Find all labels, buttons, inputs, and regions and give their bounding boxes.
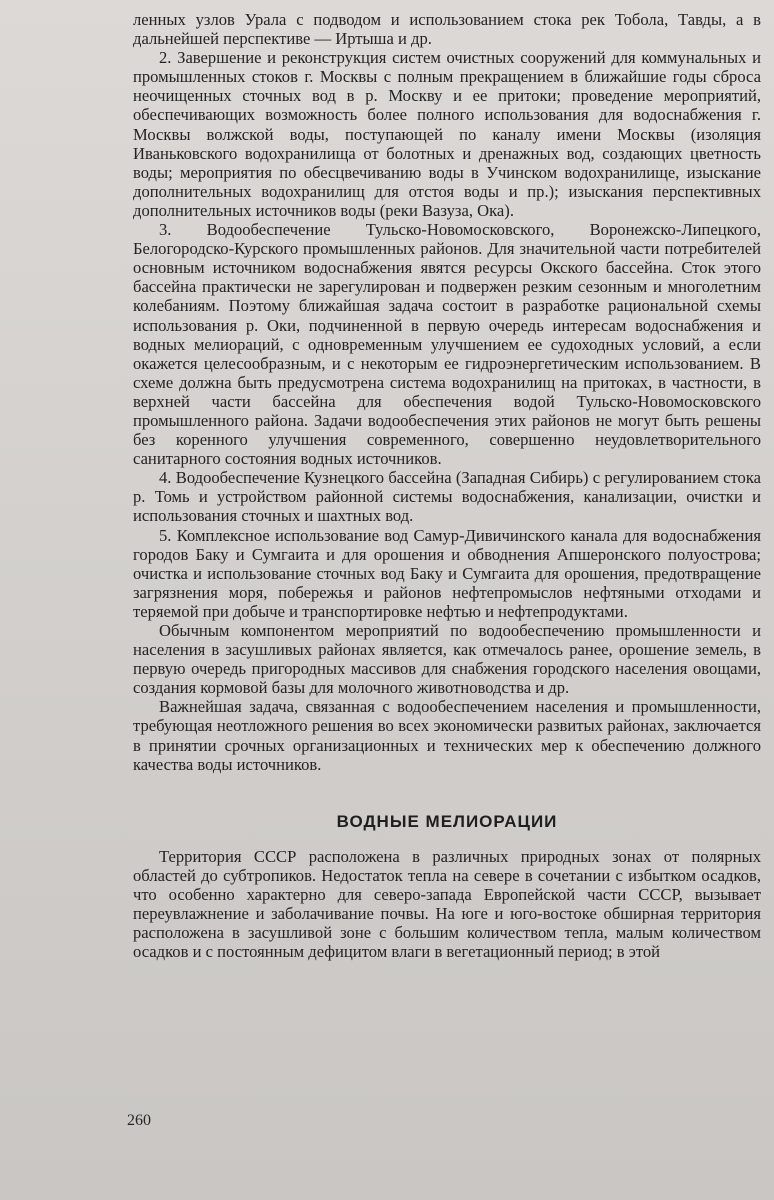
paragraph-continuation: ленных узлов Урала с подводом и использованием стока рек Тобола, Тавды, а в дальнейшей перспективе — Иртыша и др.	[133, 10, 761, 49]
paragraph-item-5: 5. Комплексное использование вод Самур-Дивичинского канала для водоснабжения городов Баку и Сумгаита и для орошения и обводнения Апшеронского полуострова; очистка и использование сточных вод Баку и Сумгаита для орошения, предотвращение загрязнения моря, побережья и районов нефтепромыслов нефтяными отходами и теряемой при добыче и транспортировке нефтью и нефтепродуктами.	[133, 525, 761, 621]
paragraph-water-quality: Важнейшая задача, связанная с водообеспечением населения и промышленности, требующая неотложного решения во всех экономически развитых районах, заключается в принятии срочных организационных и технических мер к обеспечению должного качества воды источников.	[133, 697, 761, 774]
paragraph-item-3: 3. Водообеспечение Тульско-Новомосковского, Воронежско-Липецкого, Белогородско-Курского промышленных районов. Для значительной части потребителей основным источником водоснабжения явятся ресурсы Окского бассейна. Сток этого бассейна практически не зарегулирован и подвержен резким сезонным и многолетним колебаниям. Поэтому ближайшая задача состоит в разработке рациональной схемы использования р. Оки, подчиненной в первую очередь интересам водоснабжения и водных мелиораций, с одновременным улучшением ее судоходных условий, а если окажется целесообразным, и с некоторым ее гидроэнергетическим использованием. В схеме должна быть предусмотрена система водохранилищ на притоках, в частности, в верхней части бассейна для обеспечения водой Тульско-Новомосковского промышленного района. Задачи водообеспечения этих районов не могут быть решены без коренного улучшения современного, совершенно неудовлетворительного санитарного состояния водных источников.	[133, 220, 761, 469]
page-text-column	[133, 10, 761, 961]
page-number: 260	[127, 1112, 151, 1129]
paragraph-item-4: 4. Водообеспечение Кузнецкого бассейна (Западная Сибирь) с регулированием стока р. Томь и устройством районной системы водоснабжения, канализации, очистки и использования сточных и шахтных вод.	[133, 468, 761, 526]
section-heading: ВОДНЫЕ МЕЛИОРАЦИИ	[336, 811, 558, 831]
paragraph-item-2: 2. Завершение и реконструкция систем очистных сооружений для коммунальных и промышленных стоков г. Москвы с полным прекращением в ближайшие годы сброса неочищенных сточных вод в р. Москву и ее притоки; проведение мероприятий, обеспечивающих возможность более полного использования для водоснабжения г. Москвы волжской воды, поступающей по каналу имени Москвы (изоляция Иваньковского водохранилища от болотных и дренажных вод, создающих цветность воды; мероприятия по обесцвечиванию воды в Учинском водохранилище, изыскание дополнительных водохранилищ для отстоя воды и пр.); изыскания перспективных дополнительных источников воды (реки Вазуза, Ока).	[133, 48, 761, 220]
paragraph-territory: Территория СССР расположена в различных природных зонах от полярных областей до субтропиков. Недостаток тепла на севере в сочетании с избытком осадков, что особенно характерно для северо-запада Европейской части СССР, вызывает переувлажнение и заболачивание почвы. На юге и юго-востоке обширная территория расположена в засушливой зоне с большим количеством тепла, малым количеством осадков и с постоянным дефицитом влаги в вегетационный период; в этой	[133, 846, 761, 962]
paragraph-irrigation: Обычным компонентом мероприятий по водообеспечению промышленности и населения в засушливых районах является, как отмечалось ранее, орошение земель, в первую очередь пригородных массивов для снабжения городского населения овощами, создания кормовой базы для молочного животноводства и др.	[133, 621, 761, 698]
